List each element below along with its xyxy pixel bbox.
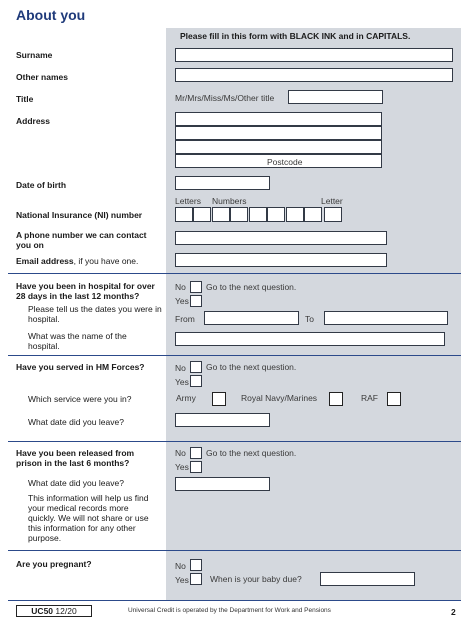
forces-leave-prompt: What date did you leave? (28, 417, 124, 427)
forces-question: Have you served in HM Forces? (16, 362, 145, 372)
ni-cell-3[interactable] (212, 207, 230, 222)
email-label-rest: , if you have one. (73, 256, 139, 266)
ni-cell-1[interactable] (175, 207, 193, 222)
address-line-1-field[interactable] (175, 112, 382, 126)
hospital-from-field[interactable] (204, 311, 299, 325)
title-label: Title (16, 94, 34, 104)
surname-field[interactable] (175, 48, 453, 62)
surname-label: Surname (16, 50, 53, 60)
phone-label: A phone number we can contact you on (16, 230, 147, 250)
forces-no-checkbox[interactable] (190, 361, 202, 373)
section-divider (8, 355, 461, 356)
hospital-no-label: No (175, 282, 186, 292)
form-code: UC50 (31, 606, 54, 616)
other-names-label: Other names (16, 72, 68, 82)
ni-numbers-hint: Numbers (212, 196, 247, 206)
pregnancy-question: Are you pregnant? (16, 559, 92, 569)
pregnancy-yes-checkbox[interactable] (190, 573, 202, 585)
hospital-to-label: To (305, 314, 314, 324)
prison-leave-date-field[interactable] (175, 477, 270, 491)
forces-service-prompt: Which service were you in? (28, 394, 132, 404)
hospital-no-hint: Go to the next question. (206, 282, 297, 292)
postcode-hint: Postcode (267, 157, 303, 167)
ni-letter-hint: Letter (321, 196, 343, 206)
form-code-badge (16, 605, 92, 617)
footer-divider (8, 600, 461, 601)
forces-option-navy: Royal Navy/Marines (241, 393, 318, 403)
ni-cell-8[interactable] (304, 207, 322, 222)
title-field[interactable] (288, 90, 383, 104)
ni-cell-5[interactable] (249, 207, 267, 222)
prison-no-label: No (175, 448, 186, 458)
address-label: Address (16, 116, 51, 126)
ni-cell-6[interactable] (267, 207, 285, 222)
phone-field[interactable] (175, 231, 387, 245)
ni-cell-2[interactable] (193, 207, 211, 222)
hospital-name-field[interactable] (175, 332, 445, 346)
form-date: 12/20 (55, 606, 77, 616)
pregnancy-yes-label: Yes (175, 575, 189, 585)
dob-field[interactable] (175, 176, 270, 190)
footer-operator-text: Universal Credit is operated by the Department for Work and Pensions (128, 607, 331, 614)
forces-option-army: Army (176, 393, 196, 403)
page-number: 2 (451, 607, 456, 617)
forces-raf-checkbox[interactable] (387, 392, 401, 406)
prison-no-hint: Go to the next question. (206, 448, 297, 458)
pregnancy-due-prompt: When is your baby due? (210, 574, 302, 584)
pregnancy-no-label: No (175, 561, 186, 571)
forces-no-label: No (175, 363, 186, 373)
ni-label: National Insurance (NI) number (16, 210, 143, 220)
forces-yes-checkbox[interactable] (190, 375, 202, 387)
hospital-yes-label: Yes (175, 296, 189, 306)
dob-label: Date of birth (16, 180, 67, 190)
forces-option-raf: RAF (361, 393, 378, 403)
ni-letters-hint: Letters (175, 196, 201, 206)
title-hint: Mr/Mrs/Miss/Ms/Other title (175, 93, 275, 103)
prison-yes-checkbox[interactable] (190, 461, 202, 473)
pregnancy-due-date-field[interactable] (320, 572, 415, 586)
email-label-bold: Email address (16, 256, 74, 266)
forces-army-checkbox[interactable] (212, 392, 226, 406)
ni-cell-4[interactable] (230, 207, 248, 222)
hospital-question: Have you been in hospital for over 28 days in the last 12 months? (16, 281, 155, 301)
address-line-2-field[interactable] (175, 126, 382, 140)
hospital-no-checkbox[interactable] (190, 281, 202, 293)
section-divider (8, 273, 461, 274)
hospital-dates-prompt: Please tell us the dates you were in hospital. (28, 304, 162, 324)
prison-info-text: This information will help us find your medical records more quickly. We will not share or use this information for any other purpose. (28, 493, 149, 543)
forces-leave-date-field[interactable] (175, 413, 270, 427)
prison-no-checkbox[interactable] (190, 447, 202, 459)
prison-question: Have you been released from prison in the last 6 months? (16, 448, 135, 468)
other-names-field[interactable] (175, 68, 453, 82)
hospital-name-prompt: What was the name of the hospital. (28, 331, 127, 351)
form-instruction: Please fill in this form with BLACK INK and in CAPITALS. (180, 31, 411, 41)
prison-leave-prompt: What date did you leave? (28, 478, 124, 488)
email-label (16, 256, 166, 266)
ni-cell-7[interactable] (286, 207, 304, 222)
ni-cell-9[interactable] (324, 207, 342, 222)
hospital-from-label: From (175, 314, 195, 324)
address-line-3-field[interactable] (175, 140, 382, 154)
hospital-yes-checkbox[interactable] (190, 295, 202, 307)
prison-yes-label: Yes (175, 462, 189, 472)
page-title: About you (16, 7, 86, 23)
forces-yes-label: Yes (175, 377, 189, 387)
section-divider (8, 441, 461, 442)
section-divider (8, 550, 461, 551)
hospital-to-field[interactable] (324, 311, 448, 325)
forces-no-hint: Go to the next question. (206, 362, 297, 372)
email-field[interactable] (175, 253, 387, 267)
pregnancy-no-checkbox[interactable] (190, 559, 202, 571)
forces-navy-checkbox[interactable] (329, 392, 343, 406)
